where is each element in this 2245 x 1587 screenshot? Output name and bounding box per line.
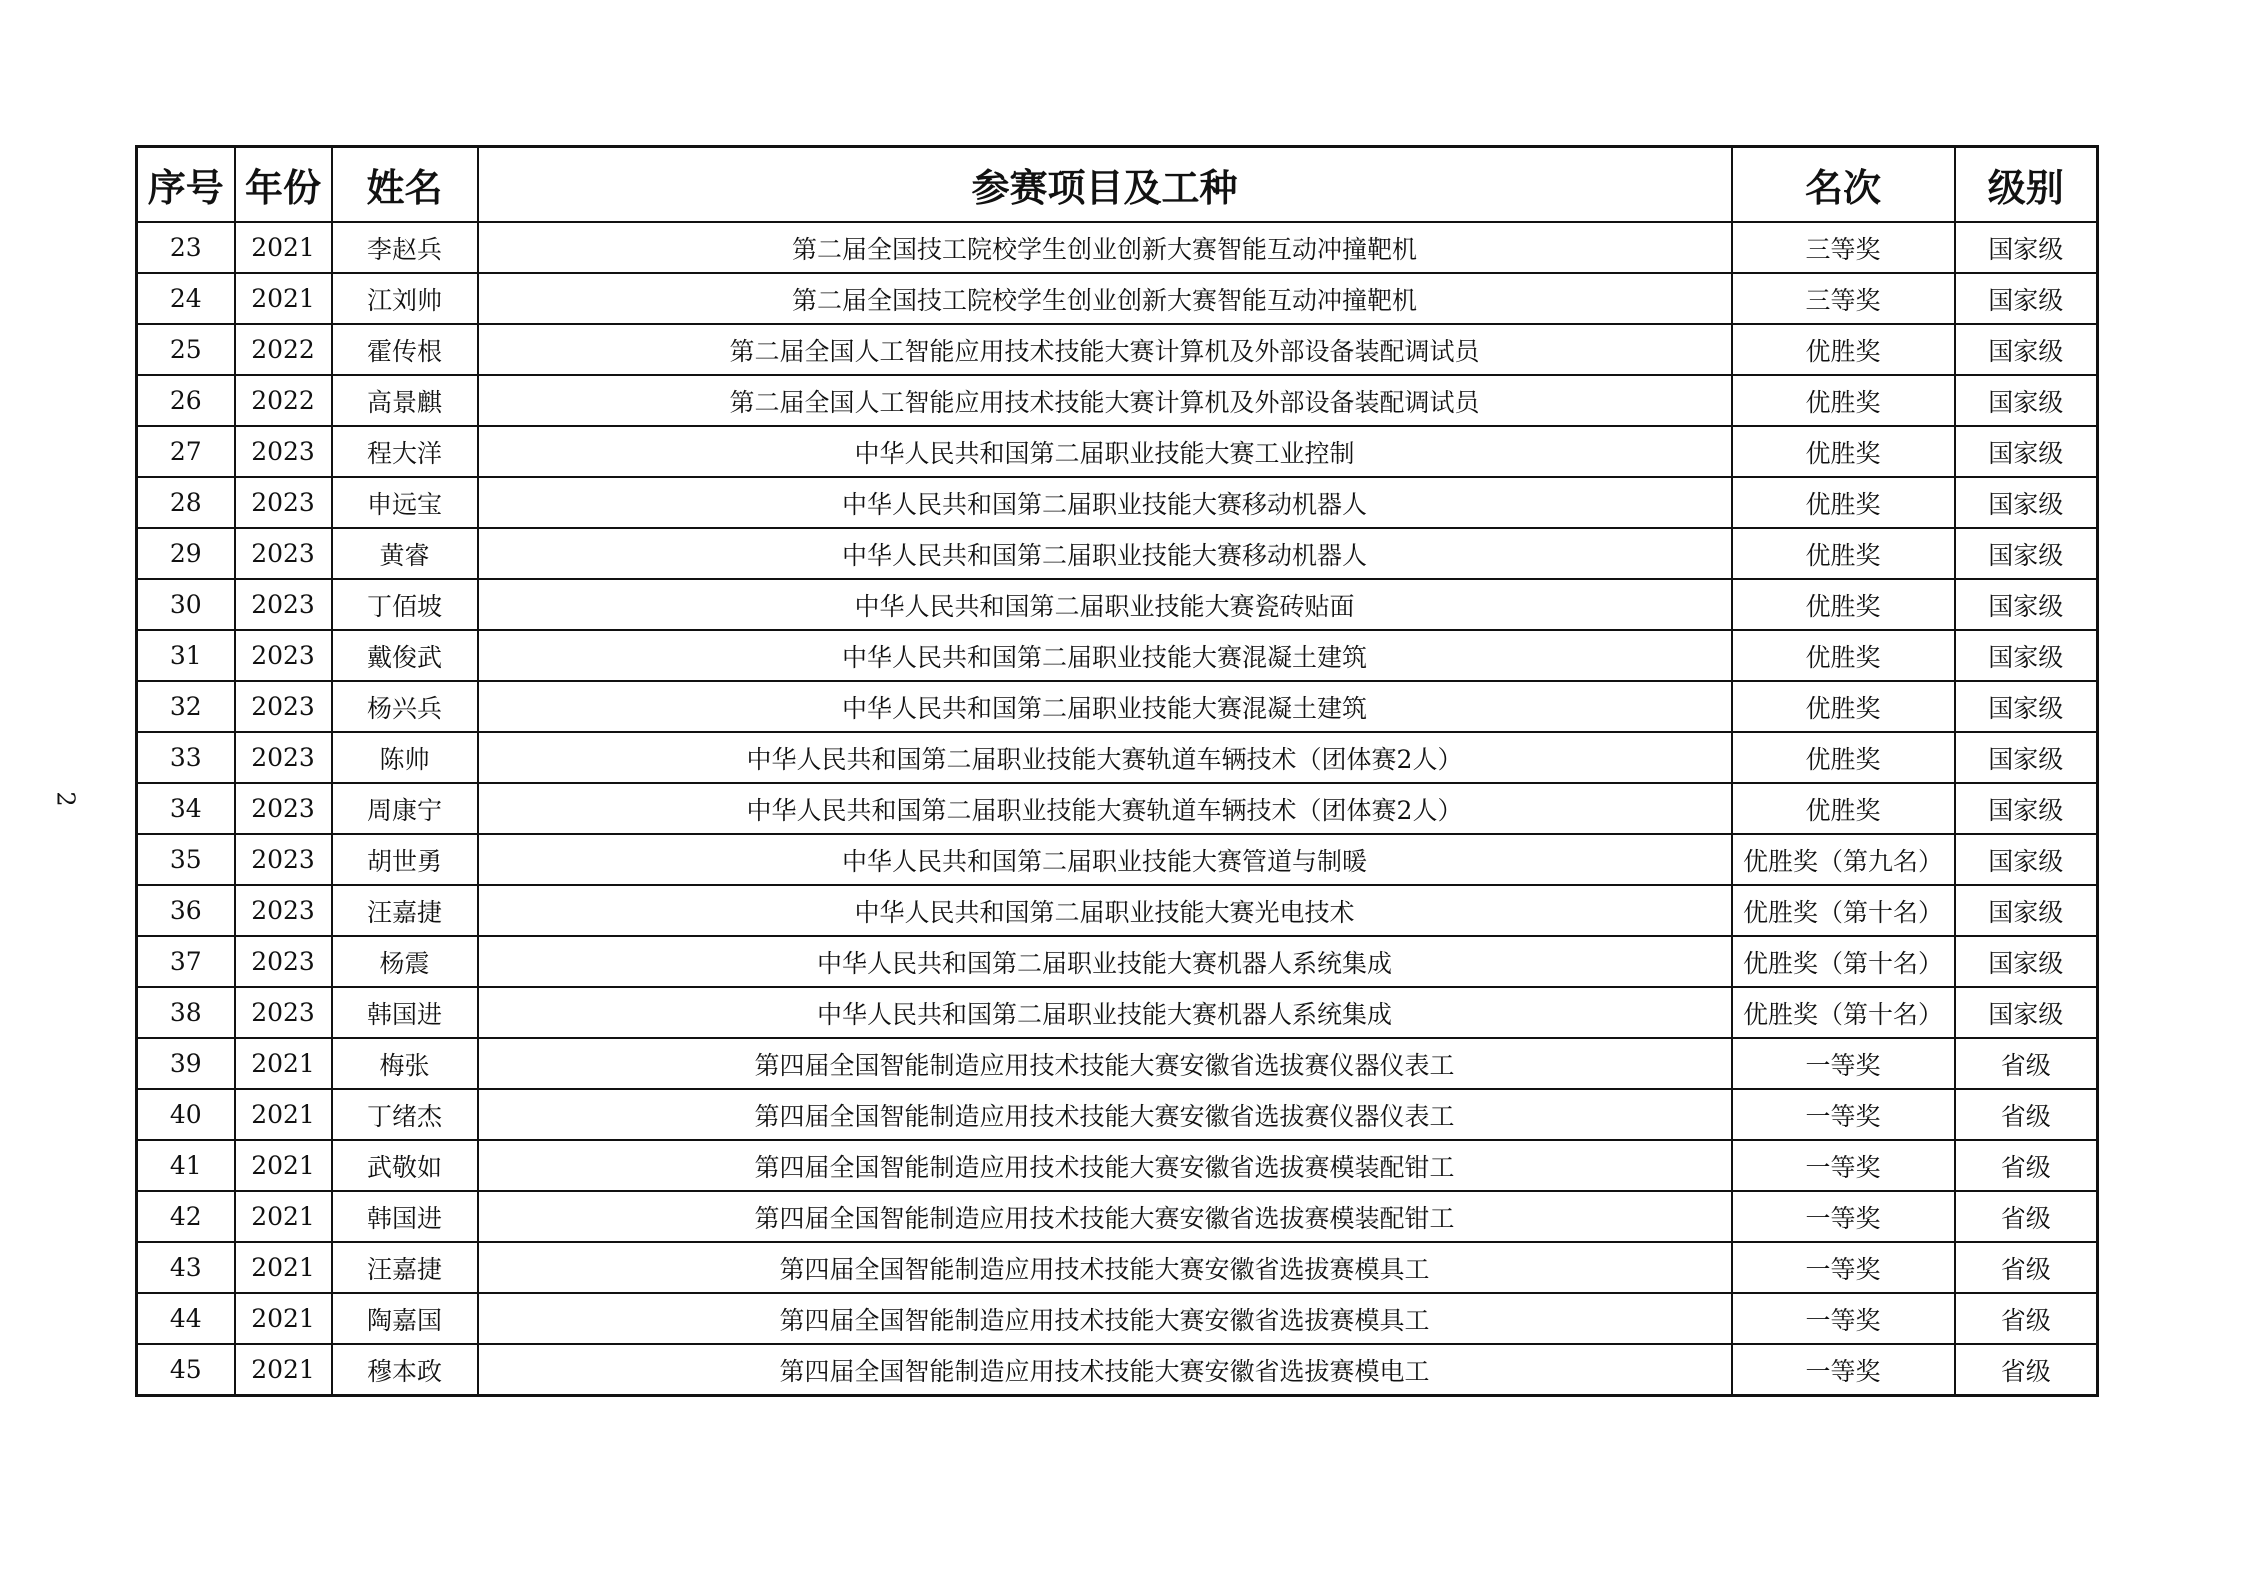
- table-row: [137, 1344, 2098, 1396]
- cell-name: 汪嘉捷: [332, 885, 478, 936]
- header-name: 姓名: [332, 147, 478, 223]
- cell-event: 第四届全国智能制造应用技术技能大赛安徽省选拔赛模电工: [478, 1344, 1732, 1396]
- cell-rank: 一等奖: [1732, 1293, 1955, 1344]
- cell-level: 省级: [1955, 1293, 2098, 1344]
- cell-event: 中华人民共和国第二届职业技能大赛光电技术: [478, 885, 1732, 936]
- cell-year: 2023: [235, 987, 332, 1038]
- cell-event: 中华人民共和国第二届职业技能大赛移动机器人: [478, 477, 1732, 528]
- cell-index: 42: [137, 1191, 235, 1242]
- cell-event: 中华人民共和国第二届职业技能大赛轨道车辆技术（团体赛2人）: [478, 732, 1732, 783]
- cell-name: 黄睿: [332, 528, 478, 579]
- table-row: [137, 273, 2098, 324]
- cell-level: 国家级: [1955, 987, 2098, 1038]
- table-row: [137, 477, 2098, 528]
- cell-event: 中华人民共和国第二届职业技能大赛混凝土建筑: [478, 681, 1732, 732]
- cell-level: 国家级: [1955, 732, 2098, 783]
- cell-rank: 优胜奖: [1732, 426, 1955, 477]
- cell-year: 2023: [235, 936, 332, 987]
- cell-name: 程大洋: [332, 426, 478, 477]
- table-row: [137, 783, 2098, 834]
- table-row: [137, 936, 2098, 987]
- cell-name: 武敬如: [332, 1140, 478, 1191]
- cell-year: 2023: [235, 732, 332, 783]
- cell-year: 2023: [235, 477, 332, 528]
- header-level: 级别: [1955, 147, 2098, 223]
- cell-level: 国家级: [1955, 528, 2098, 579]
- cell-index: 33: [137, 732, 235, 783]
- table-row: [137, 1293, 2098, 1344]
- table-row: [137, 1140, 2098, 1191]
- cell-index: 27: [137, 426, 235, 477]
- cell-year: 2022: [235, 375, 332, 426]
- cell-event: 中华人民共和国第二届职业技能大赛机器人系统集成: [478, 987, 1732, 1038]
- cell-rank: 优胜奖: [1732, 477, 1955, 528]
- cell-year: 2023: [235, 885, 332, 936]
- cell-name: 江刘帅: [332, 273, 478, 324]
- cell-level: 省级: [1955, 1191, 2098, 1242]
- cell-year: 2021: [235, 1344, 332, 1396]
- cell-index: 26: [137, 375, 235, 426]
- cell-rank: 一等奖: [1732, 1344, 1955, 1396]
- cell-rank: 一等奖: [1732, 1089, 1955, 1140]
- cell-level: 国家级: [1955, 324, 2098, 375]
- cell-year: 2023: [235, 528, 332, 579]
- cell-rank: 一等奖: [1732, 1191, 1955, 1242]
- cell-name: 陶嘉国: [332, 1293, 478, 1344]
- cell-index: 30: [137, 579, 235, 630]
- cell-rank: 优胜奖: [1732, 681, 1955, 732]
- cell-index: 41: [137, 1140, 235, 1191]
- cell-rank: 三等奖: [1732, 273, 1955, 324]
- cell-event: 中华人民共和国第二届职业技能大赛混凝土建筑: [478, 630, 1732, 681]
- cell-rank: 优胜奖: [1732, 579, 1955, 630]
- cell-event: 第四届全国智能制造应用技术技能大赛安徽省选拔赛模装配钳工: [478, 1191, 1732, 1242]
- cell-event: 中华人民共和国第二届职业技能大赛轨道车辆技术（团体赛2人）: [478, 783, 1732, 834]
- cell-index: 38: [137, 987, 235, 1038]
- cell-name: 霍传根: [332, 324, 478, 375]
- table-row: [137, 987, 2098, 1038]
- cell-event: 中华人民共和国第二届职业技能大赛机器人系统集成: [478, 936, 1732, 987]
- cell-year: 2021: [235, 1242, 332, 1293]
- table-row: [137, 732, 2098, 783]
- cell-level: 国家级: [1955, 936, 2098, 987]
- cell-event: 第二届全国技工院校学生创业创新大赛智能互动冲撞靶机: [478, 273, 1732, 324]
- cell-index: 28: [137, 477, 235, 528]
- cell-level: 国家级: [1955, 579, 2098, 630]
- table-body: [137, 222, 2098, 1396]
- cell-year: 2023: [235, 426, 332, 477]
- cell-year: 2021: [235, 273, 332, 324]
- table-row: [137, 528, 2098, 579]
- cell-index: 25: [137, 324, 235, 375]
- page-number: 2: [51, 791, 80, 807]
- cell-name: 杨兴兵: [332, 681, 478, 732]
- header-event: 参赛项目及工种: [478, 147, 1732, 223]
- cell-rank: 一等奖: [1732, 1038, 1955, 1089]
- table-row: [137, 1242, 2098, 1293]
- cell-name: 穆本政: [332, 1344, 478, 1396]
- cell-name: 丁绪杰: [332, 1089, 478, 1140]
- cell-level: 省级: [1955, 1089, 2098, 1140]
- cell-index: 39: [137, 1038, 235, 1089]
- cell-event: 中华人民共和国第二届职业技能大赛瓷砖贴面: [478, 579, 1732, 630]
- table-row: [137, 375, 2098, 426]
- cell-level: 国家级: [1955, 222, 2098, 273]
- cell-index: 35: [137, 834, 235, 885]
- cell-rank: 优胜奖: [1732, 324, 1955, 375]
- cell-event: 中华人民共和国第二届职业技能大赛管道与制暖: [478, 834, 1732, 885]
- table-row: [137, 426, 2098, 477]
- cell-name: 陈帅: [332, 732, 478, 783]
- cell-name: 李赵兵: [332, 222, 478, 273]
- cell-year: 2021: [235, 1089, 332, 1140]
- cell-level: 国家级: [1955, 681, 2098, 732]
- cell-year: 2022: [235, 324, 332, 375]
- cell-name: 韩国进: [332, 1191, 478, 1242]
- cell-name: 韩国进: [332, 987, 478, 1038]
- cell-level: 国家级: [1955, 375, 2098, 426]
- cell-name: 高景麒: [332, 375, 478, 426]
- cell-index: 40: [137, 1089, 235, 1140]
- cell-index: 29: [137, 528, 235, 579]
- table-row: [137, 1038, 2098, 1089]
- table-header-row: [137, 147, 2098, 223]
- cell-name: 申远宝: [332, 477, 478, 528]
- header-year: 年份: [235, 147, 332, 223]
- cell-rank: 一等奖: [1732, 1242, 1955, 1293]
- cell-rank: 三等奖: [1732, 222, 1955, 273]
- cell-rank: 优胜奖: [1732, 375, 1955, 426]
- cell-year: 2021: [235, 1191, 332, 1242]
- cell-rank: 一等奖: [1732, 1140, 1955, 1191]
- cell-level: 国家级: [1955, 885, 2098, 936]
- cell-index: 44: [137, 1293, 235, 1344]
- cell-year: 2023: [235, 834, 332, 885]
- cell-level: 国家级: [1955, 783, 2098, 834]
- cell-index: 32: [137, 681, 235, 732]
- header-rank: 名次: [1732, 147, 1955, 223]
- cell-rank: 优胜奖（第九名）: [1732, 834, 1955, 885]
- table-row: [137, 579, 2098, 630]
- cell-event: 第四届全国智能制造应用技术技能大赛安徽省选拔赛模具工: [478, 1293, 1732, 1344]
- cell-rank: 优胜奖（第十名）: [1732, 936, 1955, 987]
- cell-index: 31: [137, 630, 235, 681]
- cell-event: 中华人民共和国第二届职业技能大赛移动机器人: [478, 528, 1732, 579]
- cell-index: 45: [137, 1344, 235, 1396]
- table-row: [137, 1089, 2098, 1140]
- cell-level: 国家级: [1955, 834, 2098, 885]
- table-row: [137, 222, 2098, 273]
- cell-rank: 优胜奖: [1732, 732, 1955, 783]
- cell-level: 国家级: [1955, 426, 2098, 477]
- table-row: [137, 630, 2098, 681]
- cell-event: 第四届全国智能制造应用技术技能大赛安徽省选拔赛模装配钳工: [478, 1140, 1732, 1191]
- cell-level: 省级: [1955, 1038, 2098, 1089]
- cell-event: 中华人民共和国第二届职业技能大赛工业控制: [478, 426, 1732, 477]
- awards-table: [135, 145, 2099, 1397]
- cell-year: 2021: [235, 1038, 332, 1089]
- cell-index: 24: [137, 273, 235, 324]
- cell-index: 34: [137, 783, 235, 834]
- cell-event: 第四届全国智能制造应用技术技能大赛安徽省选拔赛模具工: [478, 1242, 1732, 1293]
- table-row: [137, 681, 2098, 732]
- cell-index: 37: [137, 936, 235, 987]
- cell-year: 2021: [235, 1293, 332, 1344]
- cell-year: 2021: [235, 222, 332, 273]
- cell-name: 汪嘉捷: [332, 1242, 478, 1293]
- cell-name: 周康宁: [332, 783, 478, 834]
- cell-event: 第二届全国技工院校学生创业创新大赛智能互动冲撞靶机: [478, 222, 1732, 273]
- table-row: [137, 885, 2098, 936]
- table-row: [137, 1191, 2098, 1242]
- table-row: [137, 834, 2098, 885]
- cell-year: 2023: [235, 630, 332, 681]
- cell-name: 梅张: [332, 1038, 478, 1089]
- cell-level: 国家级: [1955, 273, 2098, 324]
- cell-level: 国家级: [1955, 477, 2098, 528]
- cell-year: 2023: [235, 783, 332, 834]
- cell-rank: 优胜奖: [1732, 528, 1955, 579]
- cell-index: 43: [137, 1242, 235, 1293]
- cell-index: 36: [137, 885, 235, 936]
- cell-name: 杨震: [332, 936, 478, 987]
- cell-level: 省级: [1955, 1344, 2098, 1396]
- cell-level: 省级: [1955, 1242, 2098, 1293]
- cell-event: 第四届全国智能制造应用技术技能大赛安徽省选拔赛仪器仪表工: [478, 1089, 1732, 1140]
- cell-rank: 优胜奖: [1732, 783, 1955, 834]
- cell-rank: 优胜奖（第十名）: [1732, 885, 1955, 936]
- cell-index: 23: [137, 222, 235, 273]
- cell-rank: 优胜奖: [1732, 630, 1955, 681]
- cell-year: 2021: [235, 1140, 332, 1191]
- cell-level: 国家级: [1955, 630, 2098, 681]
- cell-year: 2023: [235, 681, 332, 732]
- header-index: 序号: [137, 147, 235, 223]
- cell-year: 2023: [235, 579, 332, 630]
- cell-level: 省级: [1955, 1140, 2098, 1191]
- cell-name: 胡世勇: [332, 834, 478, 885]
- table-row: [137, 324, 2098, 375]
- cell-event: 第二届全国人工智能应用技术技能大赛计算机及外部设备装配调试员: [478, 324, 1732, 375]
- cell-name: 戴俊武: [332, 630, 478, 681]
- cell-name: 丁佰坡: [332, 579, 478, 630]
- cell-event: 第二届全国人工智能应用技术技能大赛计算机及外部设备装配调试员: [478, 375, 1732, 426]
- cell-rank: 优胜奖（第十名）: [1732, 987, 1955, 1038]
- cell-event: 第四届全国智能制造应用技术技能大赛安徽省选拔赛仪器仪表工: [478, 1038, 1732, 1089]
